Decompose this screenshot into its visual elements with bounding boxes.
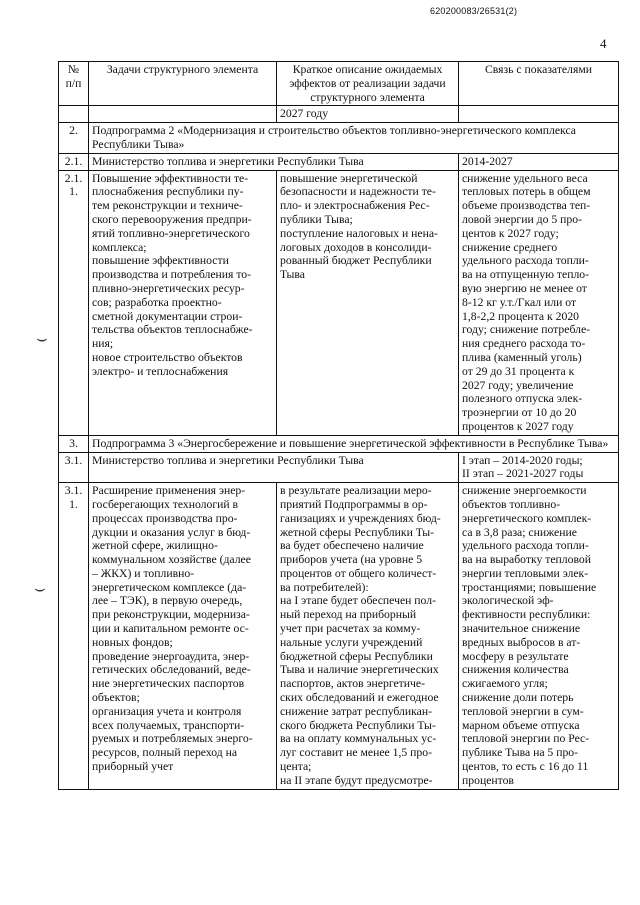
header-effects: Краткое описание ожидаемых эффектов от реализации задачи структурного элемента — [277, 62, 459, 106]
row-3-1-period: I этап – 2014-2020 годы; II этап – 2021-2027 годы — [459, 452, 619, 483]
row-3-1-1-indicators: снижение энергоемкости объектов топливно- энергетического комплек- са в 3,8 раза; снижение удельного расхода топли- ва на выработку тепловой энергии тепловыми элек- тростанциями; повышение экологической эф- фективности республики: значительное снижение вредных выбросов в ат- мосферу в результате снижения количества сжигаемого угля; снижение доли потерь тепловой энергии в сум- марном объеме отпуска тепловой энергии по Рес- публике Тыва на 5 про- центов, то есть с 16 до 11 процентов — [459, 483, 619, 790]
row-3-1-1-tasks: Расширение применения энер- госберегающих технологий в процессах производства про- дукции и оказания услуг в бюд- жетной сфере, жилищно- коммунальном хозяйстве (далее – ЖКХ) и топливно- энергетическом комплексе (да- лее – ТЭК), в первую очередь, при реконструкции, модерниза- ции и капитальном ремонте ос- новных фондов; проведение энергоаудита, энер- гетических обследований, веде- ние энергетических паспортов объектов; организация учета и контроля всех получаемых, транспорти- руемых и потребляемых энерго- ресурсов, полный переход на приборный учет — [89, 483, 277, 790]
margin-mark-2: ⌣ — [34, 578, 46, 598]
row-3-1-1-effects: в результате реализации меро- приятий Подпрограммы в ор- ганизациях и учреждениях бюд- жетной сферы Республики Ты- ва будет обеспечено наличие приборов учета (на уровне 5 процентов от общего количест- ва потребителей): на I этапе будет обеспечен пол- ный переход на приборный учет при расчетах за комму- нальные услуги учреждений бюджетной сферы Республики Тыва и наличие энергетических паспортов, актов энергетиче- ских обследований и ежегодное снижение затрат республикан- ского бюджета Республики Ты- ва на оплату коммунальных ус- луг составит не менее 1,5 про- цента; на II этапе будут предусмотре- — [277, 483, 459, 790]
row-2-1-period: 2014-2027 — [459, 153, 619, 170]
row-2-1-1-num: 2.1.1. — [59, 170, 89, 435]
table-row-3 — [59, 435, 619, 452]
page-number: 4 — [600, 36, 607, 51]
table-header-row — [59, 62, 619, 106]
table-row-prev-tail — [59, 106, 619, 123]
row-3-1-1-num: 3.1.1. — [59, 483, 89, 790]
header-num: № п/п — [59, 62, 89, 106]
program-table — [58, 61, 619, 790]
table-row-2-1-1 — [59, 170, 619, 435]
table-row-3-1-1 — [59, 483, 619, 790]
table-row-2 — [59, 123, 619, 154]
header-tasks: Задачи структурного элемента — [89, 62, 277, 106]
table-row-2-1 — [59, 153, 619, 170]
row-3-1-responsible: Министерство топлива и энергетики Республики Тыва — [89, 452, 459, 483]
document-code: 620200083/26531(2) — [430, 6, 518, 16]
header-indicators: Связь с показателями — [459, 62, 619, 106]
margin-mark-1: ⌣ — [36, 328, 48, 348]
row-2-num: 2. — [59, 123, 89, 154]
row-3-num: 3. — [59, 435, 89, 452]
row-3-1-num: 3.1. — [59, 452, 89, 483]
row-3-title: Подпрограмма 3 «Энергосбережение и повышение энергетической эффективности в Республике Тыва» — [89, 435, 619, 452]
row-2-title: Подпрограмма 2 «Модернизация и строительство объектов топливно-энергетического комплекса Республики Тыва» — [89, 123, 619, 154]
row-2-1-1-effects: повышение энергетической безопасности и надежности те- пло- и электроснабжения Рес- публики Тыва; поступление налоговых и нена- логовых доходов в консолиди- рованный бюджет Республики Тыва — [277, 170, 459, 435]
table-row-3-1 — [59, 452, 619, 483]
row-2-1-1-indicators: снижение удельного веса тепловых потерь в общем объеме производства теп- ловой энергии до 5 про- центов к 2027 году; снижение среднего удельного расхода топли- ва на отпущенную тепло- вую энергию не менее от 8-12 кг у.т./Гкал или от 1,8-2,2 процента к 2020 году; снижение потребле- ния среднего расхода то- плива (каменный уголь) от 29 до 31 процента к 2027 году; увеличение полезного отпуска элек- троэнергии от 10 до 20 процентов к 2027 году — [459, 170, 619, 435]
row-2-1-num: 2.1. — [59, 153, 89, 170]
row-2-1-responsible: Министерство топлива и энергетики Республики Тыва — [89, 153, 459, 170]
row-2-1-1-tasks: Повышение эффективности те- плоснабжения республики пу- тем реконструкции и техниче- ского перевооружения предпри- ятий топливно-энергетического комплекса; повышение эффективности производства и потребления то- пливно-энергетических ресур- сов; разработка проектно- сметной документации строи- тельства объектов теплоснабже- ния; новое строительство объектов электро- и теплоснабжения — [89, 170, 277, 435]
prev-row-tail: 2027 году — [277, 106, 459, 123]
